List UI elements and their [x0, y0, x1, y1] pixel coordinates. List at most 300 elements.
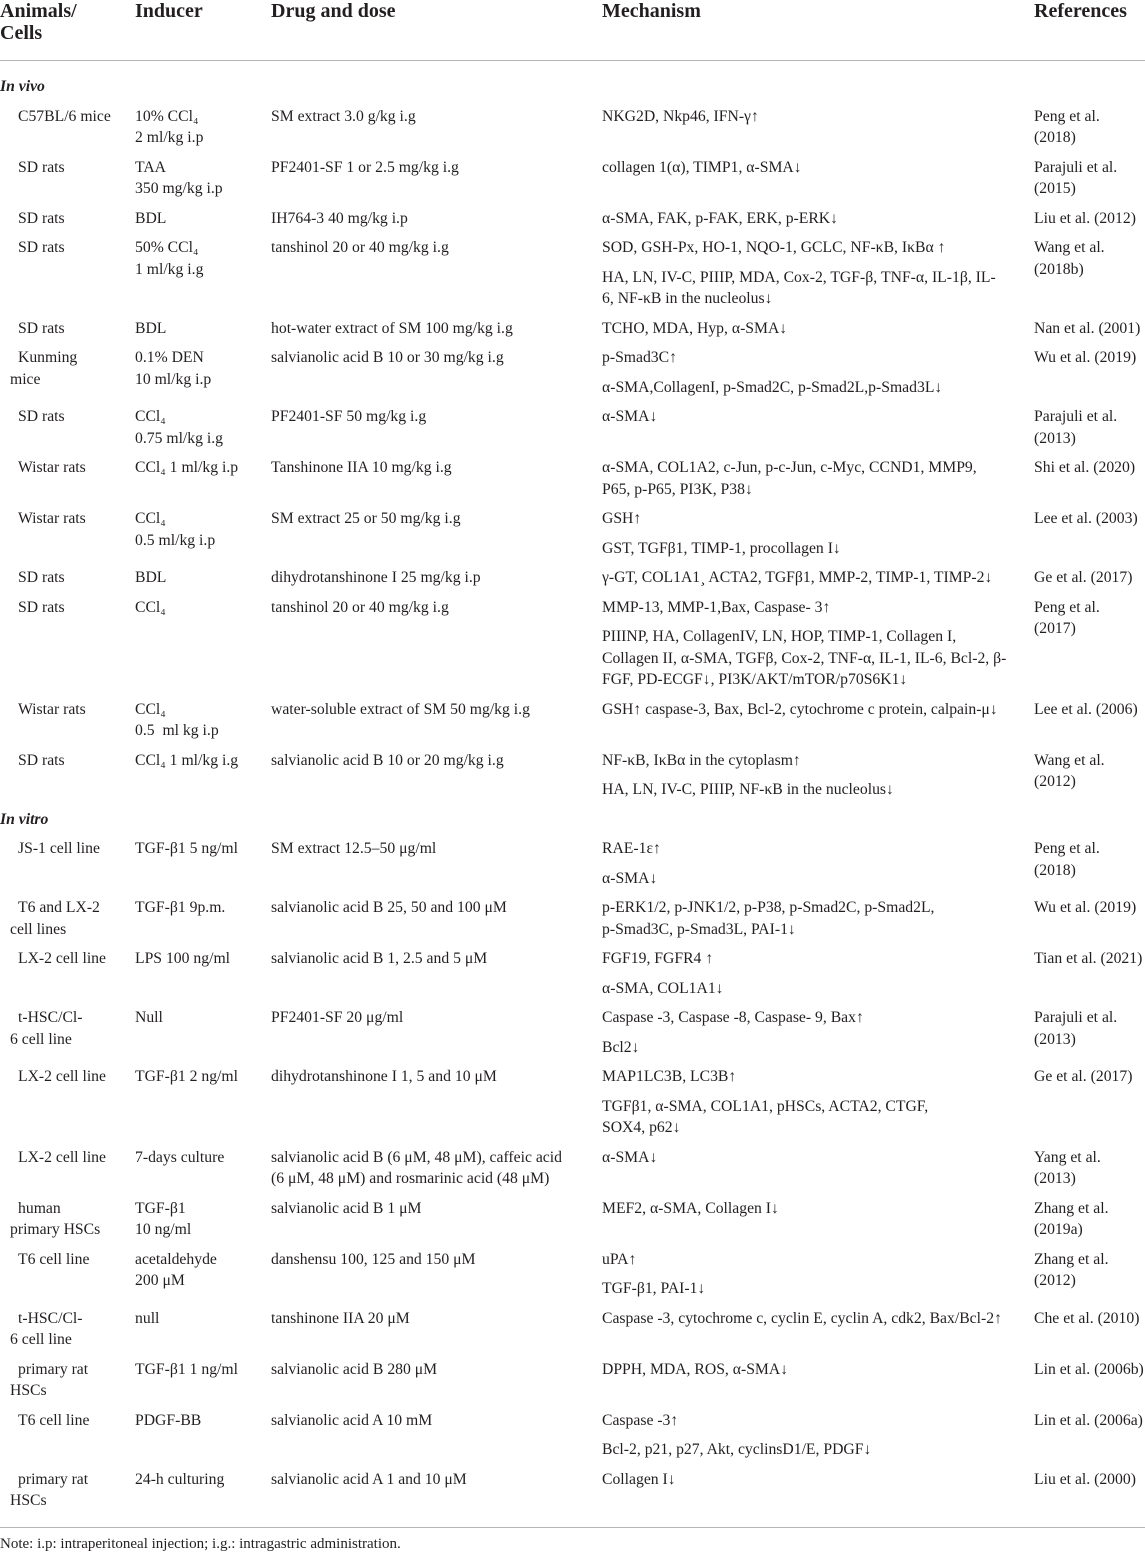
animal-block — [0, 237, 135, 259]
mechanism-cell — [602, 1249, 1034, 1308]
reference-cell — [1034, 406, 1145, 457]
animal-text: SD rats — [18, 408, 65, 425]
header-inducer: Inducer — [135, 0, 203, 22]
inducer-block — [135, 1359, 271, 1381]
animal-cell — [0, 567, 135, 597]
inducer-text: CCl₄ — [135, 510, 166, 527]
mechanism-text: MEF2, α-SMA, Collagen I↓ — [602, 1199, 779, 1217]
drug-dose-text: salvianolic acid B 1 μM — [271, 1199, 422, 1217]
inducer-text: LPS 100 ng/ml — [135, 950, 231, 967]
reference-cell — [1034, 1249, 1145, 1300]
reference-block — [1034, 699, 1145, 721]
inducer-block — [135, 699, 271, 742]
reference-text: Tian et al. (2021) — [1034, 950, 1143, 967]
mechanism-cell — [602, 1066, 1034, 1147]
mechanism-text: MAP1LC3B, LC3B↑ — [602, 1068, 737, 1085]
drug-dose-block — [271, 948, 602, 970]
drug-dose-text: dihydrotanshinone I 1, 5 and 10 μM — [271, 1068, 497, 1085]
drug-dose-text: hot-water extract of SM 100 mg/kg i.g — [271, 319, 513, 337]
mechanism-cell — [602, 318, 1034, 348]
reference-block — [1034, 1249, 1145, 1292]
animal-text: JS-1 cell line — [18, 840, 100, 857]
header-animals-cells — [0, 0, 135, 60]
reference-block — [1034, 1410, 1145, 1432]
animal-block — [0, 1469, 135, 1512]
mechanism-text: RAE-1ε↑ — [602, 840, 661, 857]
mechanism-text: DPPH, MDA, ROS, α-SMA↓ — [602, 1360, 789, 1378]
mechanism-block — [602, 1066, 1034, 1088]
mechanism-block — [602, 347, 1034, 369]
animal-block — [0, 1066, 135, 1088]
inducer-text: BDL — [135, 569, 167, 586]
drug-dose-block — [271, 1198, 602, 1220]
reference-text: (2018) — [1034, 129, 1076, 146]
mechanism-cell — [602, 1198, 1034, 1228]
drug-dose-text: danshensu 100, 125 and 150 μM — [271, 1250, 476, 1268]
drug-dose-block — [271, 1249, 602, 1271]
drug-dose-cell — [271, 1147, 602, 1198]
reference-cell — [1034, 1359, 1145, 1389]
inducer-block — [135, 237, 271, 280]
drug-dose-cell — [271, 157, 602, 187]
table-row — [0, 347, 1145, 406]
mechanism-block — [602, 1439, 1034, 1461]
reference-text: (2015) — [1034, 180, 1076, 197]
reference-block — [1034, 1066, 1145, 1088]
reference-cell — [1034, 318, 1145, 348]
reference-text: Parajuli et al. — [1034, 158, 1118, 176]
reference-cell — [1034, 948, 1145, 978]
reference-text: Liu et al. (2000) — [1034, 1470, 1136, 1488]
mechanism-block — [602, 1278, 1034, 1300]
reference-text: Shi et al. (2020) — [1034, 459, 1136, 476]
table-row — [0, 567, 1145, 597]
table-row — [0, 897, 1145, 948]
mechanism-block — [602, 779, 1034, 801]
inducer-text: 0.75 ml/kg i.g — [135, 429, 224, 447]
reference-block — [1034, 157, 1145, 200]
reference-cell — [1034, 1410, 1145, 1440]
drug-dose-cell — [271, 750, 602, 780]
drug-dose-cell — [271, 208, 602, 238]
mechanism-cell — [602, 1308, 1034, 1338]
drug-dose-text: salvianolic acid B 280 μM — [271, 1360, 438, 1378]
drug-dose-cell — [271, 318, 602, 348]
table-row — [0, 318, 1145, 348]
table-row — [0, 1198, 1145, 1249]
mechanism-text: α-SMA↓ — [602, 408, 658, 425]
reference-block — [1034, 948, 1145, 970]
drug-dose-block — [271, 897, 602, 919]
animal-block — [0, 457, 135, 479]
mechanism-cell — [602, 508, 1034, 567]
header-cells-line: Cells — [0, 22, 43, 44]
inducer-text: CCl₄ — [135, 700, 166, 718]
inducer-cell — [135, 1007, 271, 1037]
inducer-block — [135, 750, 271, 772]
reference-text: (2013) — [1034, 1030, 1076, 1048]
reference-block — [1034, 1359, 1145, 1381]
inducer-cell — [135, 1469, 271, 1499]
reference-cell — [1034, 897, 1145, 927]
animal-cell — [0, 1308, 135, 1359]
inducer-block — [135, 567, 271, 589]
drug-dose-block — [271, 597, 602, 619]
table-bottom-rule — [0, 1527, 1145, 1528]
animal-text: SD rats — [18, 598, 65, 616]
reference-text: (2012) — [1034, 1272, 1076, 1289]
reference-text: Ge et al. (2017) — [1034, 569, 1133, 586]
table-row — [0, 838, 1145, 897]
inducer-text: TGF-β1 1 ng/ml — [135, 1360, 238, 1378]
mechanism-cell — [602, 1147, 1034, 1177]
reference-cell — [1034, 1308, 1145, 1338]
animal-text: T6 and LX-2 — [18, 899, 100, 916]
table-note: Note: i.p: intraperitoneal injection; i.g.: intragastric administration. — [0, 1535, 401, 1552]
mechanism-block — [602, 978, 1034, 1000]
inducer-block — [135, 897, 271, 919]
mechanism-text: GST, TGFβ1, TIMP-1, procollagen I↓ — [602, 539, 841, 557]
mechanism-text: collagen 1(α), TIMP1, α-SMA↓ — [602, 158, 802, 176]
mechanism-cell — [602, 567, 1034, 597]
inducer-block — [135, 597, 271, 619]
reference-block — [1034, 838, 1145, 881]
drug-dose-block — [271, 1308, 602, 1330]
mechanism-text: GSH↑ caspase-3, Bax, Bcl-2, cytochrome c protein, calpain-μ↓ — [602, 700, 998, 718]
mechanism-text: TGFβ1, α-SMA, COL1A1, pHSCs, ACTA2, CTGF, — [602, 1097, 929, 1115]
table-header-row — [0, 0, 1145, 61]
drug-dose-text: tanshinone IIA 20 μM — [271, 1309, 410, 1327]
drug-dose-text: Tanshinone IIA 10 mg/kg i.g — [271, 459, 452, 476]
inducer-cell — [135, 318, 271, 348]
inducer-cell — [135, 897, 271, 927]
drug-dose-text: salvianolic acid B 10 or 30 mg/kg i.g — [271, 349, 504, 366]
mechanism-cell — [602, 106, 1034, 136]
animal-cell — [0, 948, 135, 978]
mechanism-text: Collagen II, α-SMA, TGFβ, Cox-2, TNF-α, IL-1, IL-6, Bcl-2, β- — [602, 649, 1007, 667]
drug-dose-block — [271, 1469, 602, 1491]
drug-dose-text: salvianolic acid B (6 μM, 48 μM), caffeic acid — [271, 1148, 562, 1166]
mechanism-text: MMP-13, MMP-1,Bax, Caspase- 3↑ — [602, 598, 831, 616]
mechanism-block — [602, 948, 1034, 970]
reference-block — [1034, 508, 1145, 530]
drug-dose-cell — [271, 948, 602, 978]
drug-dose-block — [271, 1410, 602, 1432]
inducer-block — [135, 838, 271, 860]
reference-text: Yang et al. — [1034, 1148, 1101, 1166]
reference-cell — [1034, 567, 1145, 597]
inducer-block — [135, 318, 271, 340]
inducer-cell — [135, 508, 271, 559]
mechanism-text: α-SMA, COL1A2, c-Jun, p-c-Jun, c-Myc, CCND1, MMP9, — [602, 459, 977, 476]
mechanism-block — [602, 1147, 1034, 1169]
mechanism-block — [602, 567, 1034, 589]
reference-block — [1034, 106, 1145, 149]
reference-block — [1034, 750, 1145, 793]
inducer-text: TGF-β1 — [135, 1199, 186, 1217]
reference-text: Wang et al. — [1034, 751, 1105, 769]
inducer-block — [135, 457, 271, 479]
inducer-text: 2 ml/kg i.p — [135, 129, 204, 146]
animal-block — [0, 1198, 135, 1241]
inducer-text: BDL — [135, 319, 167, 337]
drug-dose-block — [271, 1007, 602, 1029]
mechanism-cell — [602, 157, 1034, 187]
animal-text: SD rats — [18, 319, 65, 337]
inducer-text: 7-days culture — [135, 1148, 225, 1166]
reference-text: Ge et al. (2017) — [1034, 1068, 1133, 1085]
drug-dose-block — [271, 347, 602, 369]
reference-text: Liu et al. (2012) — [1034, 209, 1136, 227]
table-row — [0, 1308, 1145, 1359]
reference-text: Wu et al. (2019) — [1034, 899, 1137, 916]
inducer-cell — [135, 1308, 271, 1338]
mechanism-text: 6, NF-κB in the nucleolus↓ — [602, 290, 773, 307]
header-references: References — [1034, 0, 1127, 22]
mechanism-text: FGF, PD-ECGF↓, PI3K/AKT/mTOR/p70S6K1↓ — [602, 671, 908, 688]
table-row — [0, 597, 1145, 699]
mechanism-cell — [602, 1410, 1034, 1469]
animal-cell — [0, 237, 135, 267]
drug-dose-text: salvianolic acid A 10 mM — [271, 1411, 433, 1429]
animal-cell — [0, 1359, 135, 1410]
mechanism-block — [602, 267, 1034, 310]
reference-cell — [1034, 597, 1145, 648]
inducer-text: CCl₄ — [135, 598, 166, 616]
mechanism-block — [602, 699, 1034, 721]
table-row — [0, 508, 1145, 567]
drug-dose-cell — [271, 699, 602, 729]
inducer-text: TGF-β1 9p.m. — [135, 899, 226, 916]
inducer-text: 200 μM — [135, 1272, 185, 1289]
animal-text: primary rat — [18, 1360, 89, 1378]
mechanism-text: α-SMA↓ — [602, 1148, 658, 1166]
animal-text: T6 cell line — [18, 1411, 90, 1429]
inducer-block — [135, 1007, 271, 1029]
inducer-text: CCl₄ 1 ml/kg i.g — [135, 751, 239, 769]
drug-dose-block — [271, 157, 602, 179]
reference-block — [1034, 406, 1145, 449]
mechanism-block — [602, 1359, 1034, 1381]
inducer-cell — [135, 750, 271, 780]
inducer-text: 10% CCl₄ — [135, 107, 199, 125]
inducer-cell — [135, 838, 271, 868]
animal-text: LX-2 cell line — [18, 1148, 106, 1166]
inducer-cell — [135, 948, 271, 978]
reference-text: (2013) — [1034, 1170, 1076, 1187]
reference-text: Parajuli et al. — [1034, 1009, 1118, 1026]
drug-dose-text: tanshinol 20 or 40 mg/kg i.g — [271, 598, 449, 616]
inducer-cell — [135, 347, 271, 398]
reference-block — [1034, 347, 1145, 369]
mechanism-block — [602, 538, 1034, 560]
section-label: In vivo — [0, 78, 45, 95]
table-row — [0, 457, 1145, 508]
animal-text: primary HSCs — [10, 1221, 101, 1238]
table-row — [0, 1066, 1145, 1147]
reference-text: (2019a) — [1034, 1221, 1083, 1238]
mechanism-text: TGF-β1, PAI-1↓ — [602, 1280, 706, 1297]
animal-text: SD rats — [18, 751, 65, 769]
reference-cell — [1034, 237, 1145, 288]
animal-block — [0, 750, 135, 772]
animal-cell — [0, 1147, 135, 1177]
mechanism-block — [602, 318, 1034, 340]
animal-cell — [0, 1007, 135, 1058]
mechanism-cell — [602, 1007, 1034, 1066]
table-row — [0, 750, 1145, 809]
drug-dose-block — [271, 237, 602, 259]
animal-text: SD rats — [18, 569, 65, 586]
animal-cell — [0, 1469, 135, 1520]
drug-dose-text: SM extract 12.5–50 μg/ml — [271, 840, 437, 857]
mechanism-block — [602, 457, 1034, 500]
mechanism-text: FGF19, FGFR4 ↑ — [602, 950, 714, 967]
drug-dose-block — [271, 208, 602, 230]
reference-block — [1034, 567, 1145, 589]
mechanism-block — [602, 1037, 1034, 1059]
header-drug-and-dose: Drug and dose — [271, 0, 396, 22]
reference-block — [1034, 597, 1145, 640]
mechanism-cell — [602, 838, 1034, 897]
table-row — [0, 157, 1145, 208]
mechanism-text: p-Smad3C, p-Smad3L, PAI-1↓ — [602, 920, 796, 938]
animal-text: SD rats — [18, 239, 65, 256]
animal-text: Kunming — [18, 349, 78, 366]
animal-block — [0, 318, 135, 340]
mechanism-text: α-SMA,CollagenI, p-Smad2C, p-Smad2L,p-Smad3L↓ — [602, 378, 943, 396]
drug-dose-text: dihydrotanshinone I 25 mg/kg i.p — [271, 569, 481, 586]
reference-block — [1034, 1198, 1145, 1241]
mechanism-cell — [602, 347, 1034, 406]
drug-dose-text: IH764-3 40 mg/kg i.p — [271, 209, 408, 227]
reference-block — [1034, 897, 1145, 919]
mechanism-text: NKG2D, Nkp46, IFN-γ↑ — [602, 107, 759, 125]
animal-cell — [0, 318, 135, 348]
animal-block — [0, 1147, 135, 1169]
animal-text: T6 cell line — [18, 1250, 90, 1268]
inducer-text: 10 ml/kg i.p — [135, 370, 212, 388]
inducer-text: TAA — [135, 158, 166, 176]
inducer-cell — [135, 597, 271, 627]
animal-text: cell lines — [10, 920, 67, 938]
drug-dose-text: salvianolic acid B 25, 50 and 100 μM — [271, 899, 507, 916]
mechanism-block — [602, 1410, 1034, 1432]
mechanism-cell — [602, 699, 1034, 729]
inducer-block — [135, 347, 271, 390]
inducer-text: 0.5 ml kg i.p — [135, 722, 219, 739]
reference-cell — [1034, 508, 1145, 538]
reference-block — [1034, 1007, 1145, 1050]
drug-dose-cell — [271, 597, 602, 627]
animal-cell — [0, 897, 135, 948]
animal-block — [0, 699, 135, 721]
reference-cell — [1034, 1469, 1145, 1499]
table-row — [0, 237, 1145, 318]
reference-text: (2017) — [1034, 620, 1076, 637]
inducer-block — [135, 208, 271, 230]
mechanism-block — [602, 838, 1034, 860]
mechanism-text: α-SMA, FAK, p-FAK, ERK, p-ERK↓ — [602, 209, 838, 227]
reference-text: (2018) — [1034, 861, 1076, 879]
drug-dose-block — [271, 1147, 602, 1190]
mechanism-text: Bcl-2, p21, p27, Akt, cyclinsD1/E, PDGF↓ — [602, 1441, 872, 1458]
animal-cell — [0, 106, 135, 136]
reference-cell — [1034, 750, 1145, 801]
animal-cell — [0, 1410, 135, 1440]
drug-dose-cell — [271, 106, 602, 136]
mechanism-block — [602, 157, 1034, 179]
animal-block — [0, 1007, 135, 1050]
reference-cell — [1034, 1066, 1145, 1096]
drug-dose-text: PF2401-SF 1 or 2.5 mg/kg i.g — [271, 158, 459, 176]
mechanism-cell — [602, 208, 1034, 238]
drug-dose-text: tanshinol 20 or 40 mg/kg i.g — [271, 239, 449, 256]
inducer-block — [135, 1308, 271, 1330]
table-row — [0, 1147, 1145, 1198]
mechanism-text: SOD, GSH-Px, HO-1, NQO-1, GCLC, NF-κB, IκBα ↑ — [602, 239, 946, 256]
animal-block — [0, 157, 135, 179]
animal-block — [0, 597, 135, 619]
mechanism-block — [602, 1249, 1034, 1271]
animal-block — [0, 347, 135, 390]
reference-block — [1034, 1469, 1145, 1491]
animal-text: C57BL/6 mice — [18, 107, 111, 125]
reference-cell — [1034, 157, 1145, 208]
reference-block — [1034, 1147, 1145, 1190]
reference-cell — [1034, 699, 1145, 729]
reference-text: Peng et al. — [1034, 107, 1100, 125]
animal-text: SD rats — [18, 158, 65, 176]
inducer-block — [135, 1198, 271, 1241]
reference-text: Zhang et al. — [1034, 1250, 1109, 1268]
table-row — [0, 208, 1145, 238]
reference-cell — [1034, 1007, 1145, 1058]
mechanism-block — [602, 750, 1034, 772]
animal-cell — [0, 1198, 135, 1249]
mechanism-text: α-SMA, COL1A1↓ — [602, 979, 724, 997]
mechanism-block — [602, 208, 1034, 230]
inducer-text: acetaldehyde — [135, 1250, 217, 1268]
table-row — [0, 406, 1145, 457]
reference-cell — [1034, 208, 1145, 238]
inducer-text: 350 mg/kg i.p — [135, 180, 223, 197]
mechanism-cell — [602, 237, 1034, 318]
drug-dose-cell — [271, 347, 602, 377]
reference-cell — [1034, 106, 1145, 157]
mechanism-block — [602, 1007, 1034, 1029]
drug-dose-text: SM extract 3.0 g/kg i.g — [271, 107, 416, 125]
drug-dose-block — [271, 457, 602, 479]
animal-text: Wistar rats — [18, 510, 86, 527]
mechanism-text: SOX4, p62↓ — [602, 1119, 681, 1136]
table-row — [0, 1359, 1145, 1410]
inducer-cell — [135, 1359, 271, 1389]
mechanism-block — [602, 1308, 1034, 1330]
drug-dose-cell — [271, 1359, 602, 1389]
drug-dose-cell — [271, 1198, 602, 1228]
inducer-block — [135, 1066, 271, 1088]
reference-text: Zhang et al. — [1034, 1199, 1109, 1217]
inducer-text: Null — [135, 1009, 163, 1026]
animal-cell — [0, 208, 135, 238]
drug-dose-cell — [271, 1007, 602, 1037]
animal-cell — [0, 1249, 135, 1279]
reference-text: Lin et al. (2006b) — [1034, 1360, 1144, 1378]
reference-text: Lee et al. (2003) — [1034, 510, 1138, 527]
mechanism-text: NF-κB, IκBα in the cytoplasm↑ — [602, 751, 801, 769]
reference-text: Wang et al. — [1034, 239, 1105, 256]
